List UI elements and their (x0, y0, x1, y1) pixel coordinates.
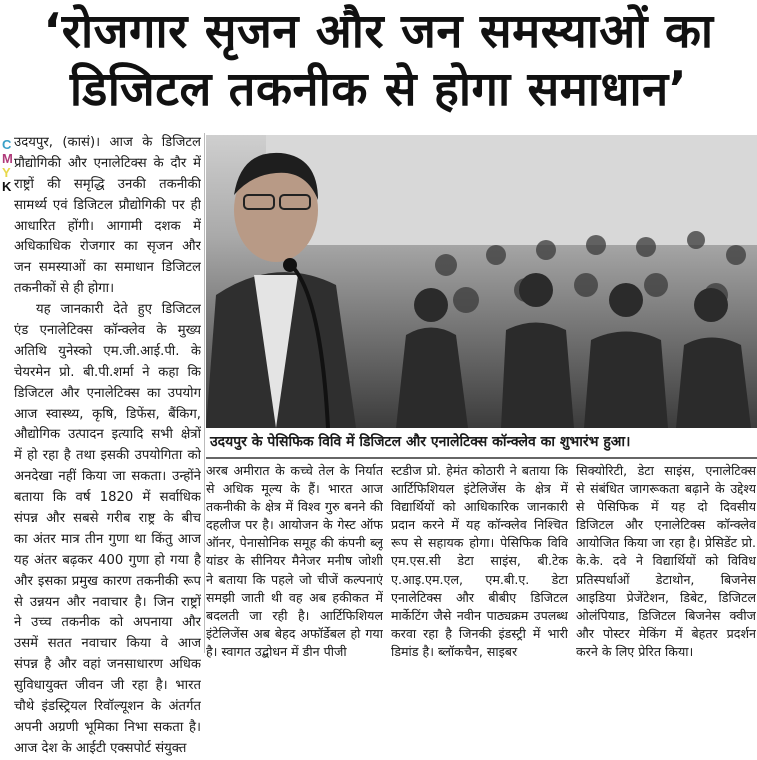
text-line: सामर्थ्य एवं डिजिटल प्रौद्योगिकी पर ही (14, 197, 201, 213)
text-line: में हो रहा है तथा इसकी उपयोगिता को (14, 448, 201, 464)
text-line: आर्टिफिशियल इंटेलिजेंस के क्षेत्र में (391, 481, 568, 497)
text-line: राष्ट्रों की समृद्धि उनकी तकनीकी (14, 176, 201, 192)
text-line: सिक्योरिटी, डेटा साइंस, एनालेटिक्स (576, 463, 756, 478)
text-line: ऑनर, पेनासोनिक समूह की कंपनी ब्लू (206, 535, 383, 551)
cmyk-c: C (2, 137, 12, 152)
text-line: एनालेटिक्स और बीबीए डिजिटल (391, 589, 568, 605)
text-line: यांडर के सीनियर मैनेजर मनीष जोशी (206, 553, 383, 569)
text-line: से पेसिफिक में यह दो दिवसीय (576, 499, 756, 515)
text-line: डिमांड है। ब्लॉकचैन, साइबर (391, 643, 518, 659)
text-line: सुविधायुक्त जीवन जी रहा है। भारत (14, 678, 201, 694)
text-line: और इसका प्रमुख कारण तकनीकी रूप (14, 573, 201, 589)
text-line: समझी जाती थी वह अब हकीकत में (206, 589, 383, 605)
text-line: मार्केटिंग जैसे नवीन पाठ्यक्रम उपलब्ध (391, 607, 568, 623)
text-line: तकनीकी के क्षेत्र में विश्व गुरु बनने की (206, 499, 383, 515)
text-line: आयोजित किया जा रहा है। प्रेसिडेंट प्रो. (576, 535, 756, 551)
text-line: से उन्नयन और नवाचार है। जिन राष्ट्रों (14, 594, 201, 610)
text-line: डिजिटल और एनालेटिक्स कॉन्क्लेव (576, 517, 756, 533)
text-line: ए.आइ.एम.एल, एम.बी.ए. डेटा (391, 571, 568, 587)
text-line: बदलती जा रही है। आर्टिफिशियल (206, 607, 383, 623)
text-line: से संबंधित जागरूकता बढ़ाने के उद्देश्य (576, 481, 756, 497)
text-line: चौथे इंडस्ट्रियल रिवॉल्यूशन के अंतर्गत (14, 699, 201, 715)
article-column-2 (206, 462, 383, 661)
text-line: करवा रहा है जिनकी इंडस्ट्री में भारी (391, 625, 568, 641)
text-line: बताया कि वर्ष 1820 में सर्वाधिक (14, 490, 201, 506)
text-line: जन समस्याओं का समाधान डिजिटल (14, 260, 201, 276)
headline-line-2: डिजिटल तकनीक से होगा समाधान’ (69, 62, 688, 117)
text-line: अपनी अग्रणी भूमिका निभा सकता है। (14, 719, 201, 735)
text-line: संपन्न और सबसे गरीब राष्ट्र के बीच (14, 511, 201, 527)
text-line: आधारित होंगी। आगामी दशक में (14, 218, 201, 234)
text-line: यह जानकारी देते हुए डिजिटल (36, 302, 201, 318)
cmyk-m: M (2, 151, 13, 166)
text-line: एंड एनालेटिक्स कॉन्क्लेव के मुख्य (14, 323, 201, 339)
text-line: ओलंपियाड, डिजिटल बिजनेस क्वीज (576, 607, 756, 623)
event-photo (206, 135, 757, 428)
photo-caption: उदयपुर के पेसिफिक विवि में डिजिटल और एनालेटिक्स कॉन्क्लेव का शुभारंभ हुआ। (210, 434, 631, 450)
text-line: अनदेखा नहीं किया जा सकता। उन्होंने (14, 469, 201, 485)
photo-illustration (206, 135, 757, 428)
text-line: इंटेलिजेंस अब बेहद अफॉर्डेबल हो गया (206, 625, 383, 641)
text-line: के.के. दवे ने विद्यार्थियों को विविध (576, 553, 756, 569)
text-line: है। स्वागत उद्बोधन में डीन पीजी (206, 643, 347, 659)
text-line: उदयपुर, (कासं)। आज के डिजिटल (14, 135, 201, 150)
text-line: अरब अमीरात के कच्चे तेल के निर्यात (206, 463, 383, 478)
article-column-4 (576, 462, 756, 661)
column-divider (204, 133, 205, 653)
cmyk-y: Y (2, 165, 11, 180)
article-column-1 (14, 133, 201, 760)
text-line: और पोस्टर मेकिंग में बेहतर प्रदर्शन (576, 625, 756, 641)
text-line: प्रतिस्पर्धाओं डेटाथोन, बिजनेस (576, 571, 756, 587)
text-line: चेयरमेन प्रो. बी.पी.शर्मा ने कहा कि (14, 364, 201, 380)
text-line: से अधिक मूल्य के हैं। भारत आज (206, 481, 383, 497)
text-line: ने बताया कि पहले जो चीजें कल्पनाएं (206, 571, 383, 587)
text-line: रूप से सहायक होगा। पेसिफिक विवि (391, 535, 568, 551)
text-line: आइडिया प्रेजेंटेशन, डिबेट, डिजिटल (576, 589, 756, 605)
text-line: एम.एस.सी डेटा साइंस, बी.टेक (391, 553, 568, 569)
text-line: अतिथि युनेस्को एम.जी.आई.पी. के (14, 343, 201, 359)
text-line: का अंतर मात्र तीन गुणा था किंतु आज (14, 531, 201, 547)
text-line: आज देश के आईटी एक्सपोर्ट संयुक्त (14, 740, 187, 756)
text-line: आज स्वास्थ्य, कृषि, डिफेंस, बैंकिग, (14, 406, 201, 422)
text-line: ने उच्च तकनीक को अपनाया और (14, 615, 201, 631)
article-column-3 (391, 462, 568, 661)
text-line: संपन्न है और वहां जनसाधारण अधिक (14, 657, 201, 673)
headline-line-1: ‘रोजगार सृजन और जन समस्याओं का (43, 4, 714, 59)
text-line: विद्यार्थियों को आधिकारिक जानकारी (391, 499, 568, 515)
text-line: करने के लिए प्रेरित किया। (576, 643, 694, 659)
text-line: उसमें सतत नवाचार किया वे आज (14, 636, 201, 652)
text-line: अधिकाधिक रोजगार का सृजन और (14, 239, 201, 255)
text-line: प्रौद्योगिकी और एनालेटिक्स के दौर में (14, 155, 201, 171)
text-line: स्टडीज प्रो. हेमंत कोठारी ने बताया कि (391, 463, 568, 478)
text-line: दहलीज पर है। आयोजन के गेस्ट ऑफ (206, 517, 383, 533)
text-line: यह अंतर बढ़कर 400 गुणा हो गया है (14, 552, 201, 568)
cmyk-k: K (2, 179, 12, 194)
text-line: औद्योगिक उत्पादन इत्यादि सभी क्षेत्रों (14, 427, 201, 443)
text-line: प्रदान करने में यह कॉन्क्लेव निश्चित (391, 517, 568, 533)
caption-divider (206, 457, 757, 459)
cmyk-print-marks (2, 138, 13, 194)
text-line: डिजिटल और एनालेटिक्स का उपयोग (14, 385, 201, 401)
text-line: तकनीकों से ही होगा। (14, 281, 115, 297)
